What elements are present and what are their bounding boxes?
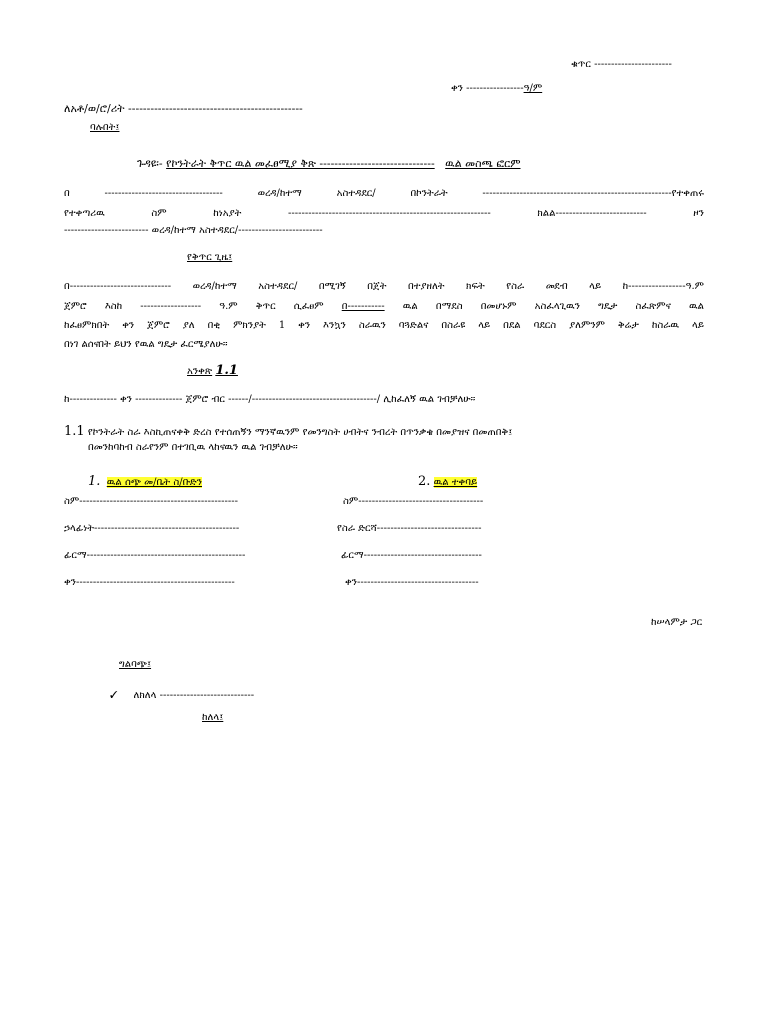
closing-greeting: ከሠላምታ ጋር — [651, 617, 703, 628]
right-party-heading — [418, 474, 477, 489]
employment-period-heading: የቅጥር ጊዜ፤ — [187, 252, 233, 263]
right-field-role: የስራ ድርሻ------------------------------- — [337, 523, 482, 534]
employment-line-2-underlined: በ----------- — [341, 301, 385, 312]
employment-line-4: በነገ ልሰናበት ይህን የዉል ግዴታ ፈርሜያለሁ። — [64, 339, 228, 350]
left-field-signature: ፊርማ----------------------------------------------- — [64, 550, 246, 561]
date-line-suffix: ዓ/ም — [523, 83, 543, 94]
subject-prefix: ጉዳዩ፡- — [137, 157, 163, 170]
cc-item — [110, 690, 254, 701]
check-icon: ✓ — [110, 690, 118, 701]
article-sub-line-1 — [64, 424, 512, 439]
cc-item-text: ለክለላ ---------------------------- — [133, 690, 255, 701]
employment-line-3: ከፈፀምክበት ቀን ጀምሮ ያለ በቂ ምክንያት 1 ቀን እንኳን ስራዉን ባጓድልና በስራዩ ላይ በደል ባደርስ ያለምንም ቅሬታ ከስራዉ ላይ — [64, 320, 704, 331]
right-party-number: 2. — [418, 474, 431, 489]
left-field-date: ቀን----------------------------------------------- — [64, 577, 235, 588]
article-line: ከ-------------- ቀን -------------- ጀምሮ ብር ------/-------------------------------------/ ሊከፈለኝ ዉል ገብቻለሁ። — [64, 394, 476, 405]
recipient-title: ባሉበት፤ — [90, 122, 120, 133]
right-field-signature: ፊርማ----------------------------------- — [341, 550, 482, 561]
article-sub-text-1: የኮንትራት ስራ እስኪጠናቀቅ ድረስ የተሰጠኝን ማንኛዉንም የመንግስት ሀብትና ንብረት በጥንቃቄ በመያዝና በመጠበቅ፤ — [87, 427, 513, 438]
date-line — [451, 83, 542, 94]
subject-title: የኮንትራት ቅጥር ዉል መፈፀሚያ ቅጽ ------------------------------- — [166, 157, 435, 170]
article-number: 1.1 — [215, 363, 238, 378]
article-label: አንቀጽ — [187, 366, 213, 377]
intro-line-2: የተቀጣሪዉ ስም ከነአያት ------------------------------------------------------------ ክልል--------------------------- ዞን — [64, 208, 704, 219]
number-line: ቁጥር ----------------------- — [571, 59, 672, 70]
left-party-number: 1. — [88, 474, 101, 489]
employment-line-2b: ዉል በማደስ በመሆኑም አስፈላጊዉን ግዴታ ስፈጽምና ዉል — [384, 301, 704, 312]
recipient-line: ለአቶ/ወ/ሮ/ሪት ----------------------------------------------- — [64, 102, 303, 115]
cc-heading: ግልባጭ፤ — [119, 659, 152, 670]
right-field-date: ቀን------------------------------------ — [345, 577, 479, 588]
date-line-prefix: ቀን ----------------- — [451, 83, 524, 94]
left-party-heading — [88, 474, 202, 489]
cc-footer: ከለላ፤ — [202, 712, 224, 723]
subject-suffix: ዉል መስጫ ፎርም — [445, 157, 521, 170]
left-field-position: ኃላፊነት------------------------------------------- — [64, 523, 240, 534]
intro-line-1: በ ----------------------------------- ወረዳ/ከተማ አስተዳደር/ በኮንትራት --------------------------------------------------------የተቀጠሩ — [64, 188, 704, 199]
right-party-title: ዉል ተቀባይ — [433, 477, 478, 488]
right-field-name: ስም------------------------------------- — [343, 496, 484, 507]
employment-line-1: በ------------------------------ ወረዳ/ከተማ አስተዳደር/ በሚገኝ በጀት በተያዘለት ክፍት የስራ መደብ ላይ ከ-----------------ዓ.ም — [64, 281, 704, 292]
employment-line-2a: ጀምሮ እስከ ------------------ ዓ.ም ቅጥር ሲፈፀም — [64, 301, 342, 312]
subject-line — [137, 157, 521, 171]
article-sub-line-2: በመንከባከብ ስራየንም በተገቢዉ ላከናዉን ዉል ገብቻለሁ። — [88, 442, 298, 453]
employment-line-2 — [64, 301, 704, 312]
article-sub-number: 1.1 — [64, 424, 85, 439]
left-party-title: ዉል ሰጭ መ/ቤት ስ/ቡድን — [106, 477, 202, 488]
intro-line-3: ------------------------- ወረዳ/ከተማ አስተዳደር/------------------------- — [64, 225, 323, 236]
article-heading — [187, 363, 238, 378]
left-field-name: ስም----------------------------------------------- — [64, 496, 239, 507]
